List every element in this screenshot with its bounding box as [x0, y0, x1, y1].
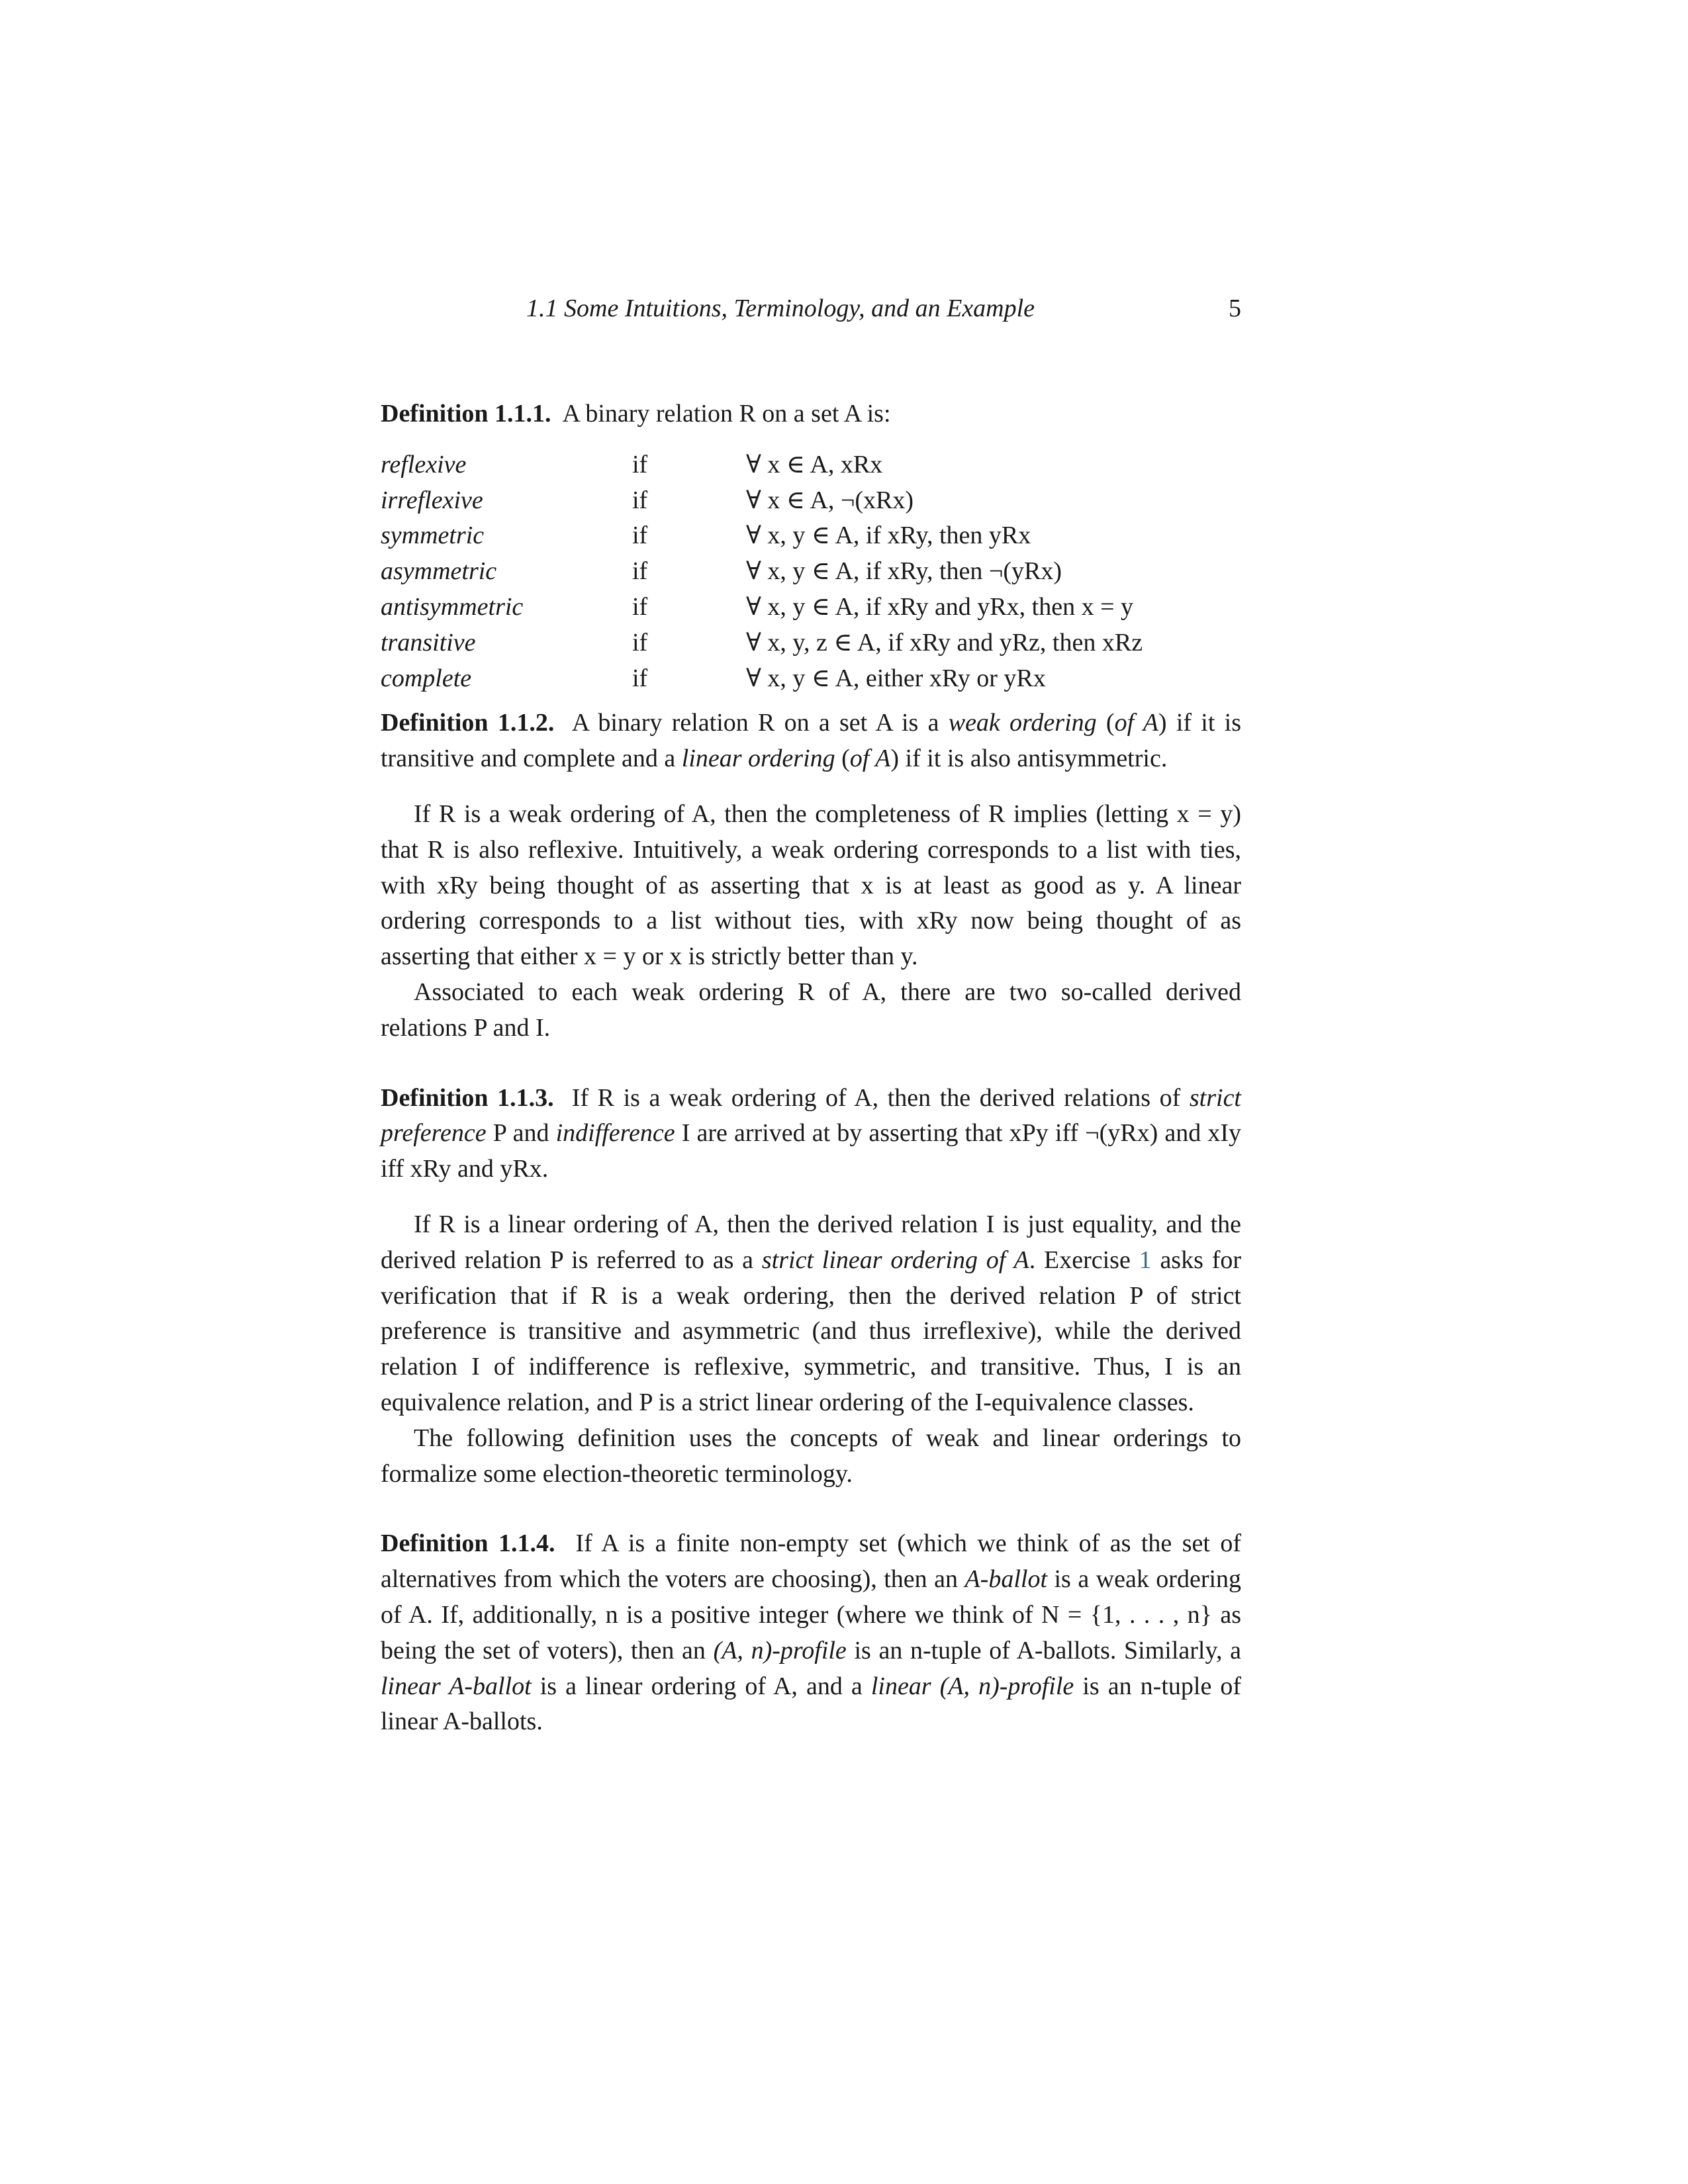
definition-label: Definition 1.1.1.: [381, 400, 551, 428]
page-number: 5: [1229, 295, 1241, 322]
definition-text: is an n-tuple of linear A-ballots.: [381, 1672, 1242, 1736]
table-row: [381, 625, 1143, 661]
term-of-a: of A: [1114, 709, 1158, 737]
property-condition: ∀ x, y, z ∈ A, if xRy and yRz, then xRz: [746, 628, 1143, 657]
term-weak-ordering: weak ordering: [948, 709, 1097, 737]
term-profile: (A, n)-profile: [713, 1636, 847, 1664]
page-body: [381, 396, 1241, 1740]
definition-1-1-4: [381, 1526, 1241, 1740]
property-if: if: [632, 557, 648, 586]
property-if: if: [632, 486, 648, 514]
definition-text: ) if it is also antisymmetric.: [890, 745, 1168, 773]
property-if: if: [632, 592, 648, 621]
definition-text: A binary relation R on a set A is:: [562, 400, 891, 428]
table-row: [381, 554, 1143, 590]
property-if: if: [632, 522, 648, 550]
relation-properties-table: [381, 447, 1143, 697]
property-name: asymmetric: [381, 557, 497, 586]
table-row: [381, 661, 1143, 697]
property-if: if: [632, 628, 648, 657]
property-condition: ∀ x ∈ A, xRx: [746, 450, 883, 478]
property-name: symmetric: [381, 522, 485, 550]
property-condition: ∀ x, y ∈ A, either xRy or yRx: [746, 664, 1046, 692]
running-title: 1.1 Some Intuitions, Terminology, and an Example: [526, 295, 1035, 322]
property-condition: ∀ x, y ∈ A, if xRy, then ¬(yRx): [746, 557, 1062, 586]
definition-text: A binary relation R on a set A is a: [571, 709, 939, 737]
property-condition: ∀ x ∈ A, ¬(xRx): [746, 486, 914, 514]
definition-text: If A is a finite non-empty set (which we think of as the set of alternatives from which the voters are choosing), then an: [381, 1529, 1242, 1594]
paragraph-derived-relations: Associated to each weak ordering R of A, there are two so-called derived relations P and I.: [381, 978, 1241, 1042]
definition-text: is a linear ordering of A, and a: [539, 1672, 863, 1700]
definition-1-1-2: [381, 705, 1241, 777]
property-name: complete: [381, 664, 472, 692]
definition-text: I are arrived at by asserting that xPy iff ¬(yRx) and xIy iff xRy and yRx.: [381, 1119, 1241, 1183]
definition-text: (: [1105, 709, 1115, 737]
property-if: if: [632, 450, 648, 478]
paragraph-linear-ordering: [381, 1207, 1241, 1421]
table-row: [381, 447, 1143, 483]
paragraph-text: If R is a linear ordering of A, then the derived relation I is just equality, and the derived relation P is referred to as a: [381, 1210, 1241, 1274]
definition-1-1-3: [381, 1081, 1241, 1187]
property-condition: ∀ x, y ∈ A, if xRy, then yRx: [746, 522, 1031, 550]
definition-text: is a weak ordering of A. If, additionally, n is a positive integer (where we think of N = {1, . . . , n} as being the set of voters), then an: [381, 1565, 1242, 1664]
table-row: [381, 518, 1143, 554]
table-row: [381, 590, 1143, 625]
property-name: irreflexive: [381, 486, 483, 514]
definition-text: If R is a weak ordering of A, then the derived relations of: [571, 1083, 1181, 1112]
definition-label: Definition 1.1.3.: [381, 1083, 554, 1112]
property-name: reflexive: [381, 450, 467, 478]
property-condition: ∀ x, y ∈ A, if xRy and yRx, then x = y: [746, 592, 1134, 621]
property-if: if: [632, 664, 648, 692]
exercise-link[interactable]: 1: [1139, 1246, 1152, 1274]
table-row: [381, 483, 1143, 519]
definition-label: Definition 1.1.4.: [381, 1529, 555, 1558]
term-linear-profile: linear (A, n)-profile: [870, 1672, 1074, 1700]
paragraph-weak-ordering: If R is a weak ordering of A, then the completeness of R implies (letting x = y) that R is also reflexive. Intuitively, a weak ordering corresponds to a list with ties, with xRy being thought of as asserting that x is at least as good as y. A linear ordering corresponds to a list without ties, with xRy now being thought of as asserting that either x = y or x is strictly better than y.: [381, 799, 1241, 971]
term-strict-preference: strict preference: [381, 1083, 1241, 1148]
property-name: transitive: [381, 628, 476, 657]
term-of-a: of A: [849, 745, 891, 773]
definition-text: P and: [492, 1119, 549, 1148]
definition-label: Definition 1.1.2.: [381, 709, 555, 737]
term-linear-ordering: linear ordering: [681, 745, 835, 773]
term-strict-linear-ordering: strict linear ordering of A: [761, 1246, 1029, 1274]
paragraph-following-definition: The following definition uses the concepts of weak and linear orderings to formalize some election-theoretic terminology.: [381, 1424, 1241, 1488]
term-indifference: indifference: [555, 1119, 675, 1148]
paragraph-text: asks for verification that if R is a weak ordering, then the derived relation P of strict preference is transitive and asymmetric (and thus irreflexive), while the derived relation I of indifference is reflexive, symmetric, and transitive. Thus, I is an equivalence relation, and P is a strict linear ordering of the I-equivalence classes.: [381, 1246, 1241, 1416]
term-linear-a-ballot: linear A-ballot: [381, 1672, 532, 1700]
definition-text: (: [841, 745, 850, 773]
definition-text: ) if it is transitive and complete and a: [381, 709, 1242, 773]
definition-text: is an n-tuple of A-ballots. Similarly, a: [854, 1636, 1242, 1664]
definition-1-1-1: [381, 396, 1241, 432]
term-a-ballot: A-ballot: [964, 1565, 1048, 1594]
page-header: [381, 294, 1241, 327]
paragraph-text: . Exercise: [1029, 1246, 1131, 1274]
property-name: antisymmetric: [381, 592, 524, 621]
